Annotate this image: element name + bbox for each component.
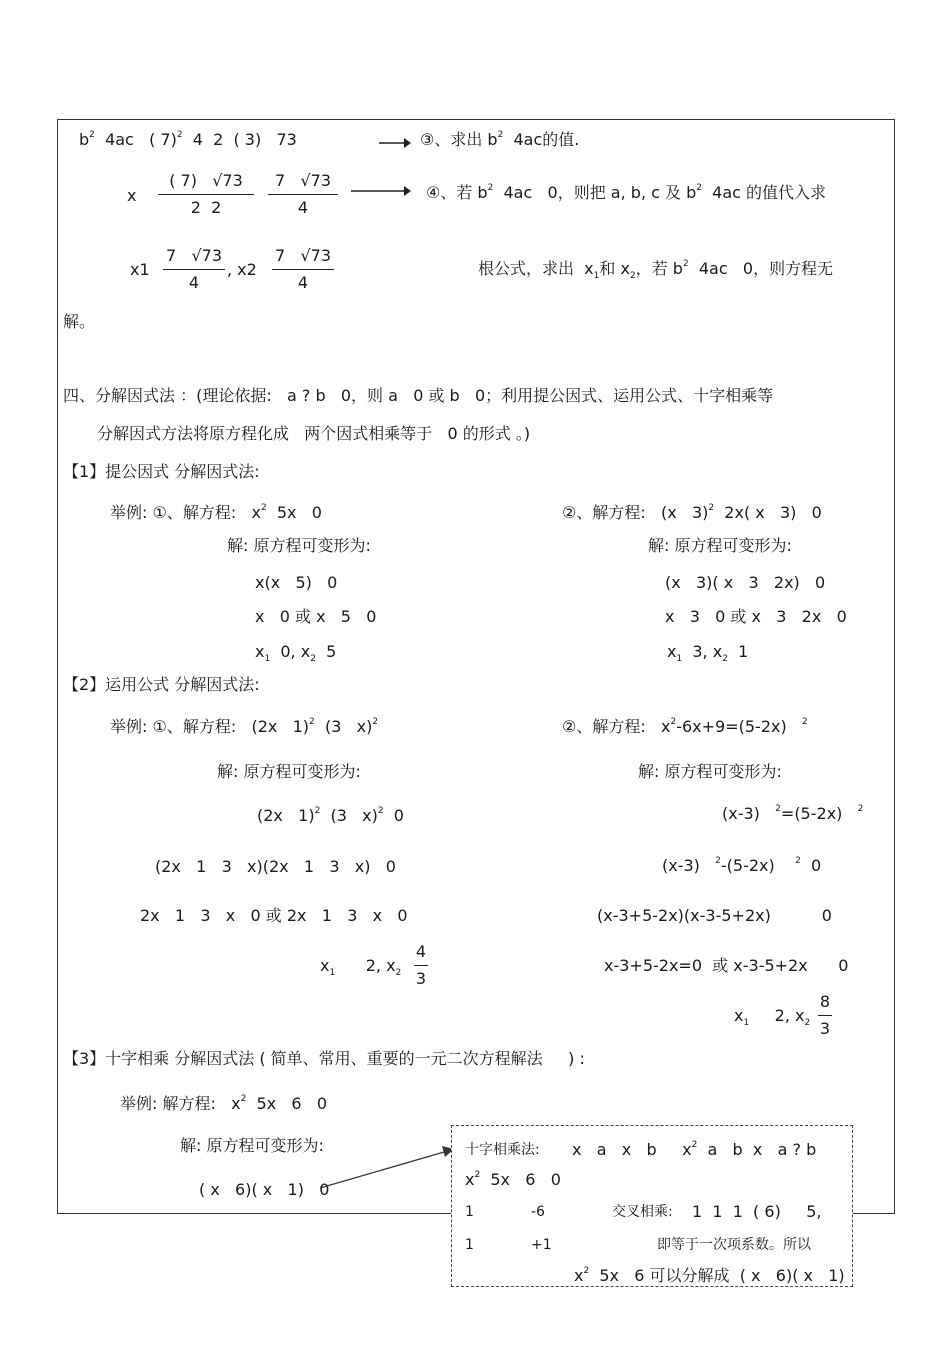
method2-step: (x-3) $^2$=(5-2x) $^2$ [722,804,864,823]
box-equation: $x^2$ 5x 6 0 [465,1170,561,1189]
step4-note-cont: 根公式，求出 $x_1$和 $x_2$，若 $b^2$ 4ac 0，则方程无 [478,259,834,281]
step4-note-end: 解。 [63,312,96,331]
root-fraction-2: 7 √73 4 [268,173,338,216]
box-cross-note: 即等于一次项系数。所以 [657,1237,811,1253]
box-title: 十字相乘法: [465,1142,540,1158]
method1-step: (x 3)( x 3 2x) 0 [665,573,826,592]
box-cross-cell: 1 [465,1204,474,1220]
method2-answer: $x_1$ 2, $x_2$ [320,956,402,978]
method3-solve: 解: 原方程可变形为: [180,1136,324,1155]
method2-example1: 举例: ①、解方程: (2x 1)$^2$ (3 x)$^2$ [110,717,379,736]
step3-note: ③、求出 $b^2$ 4ac的值. [420,130,580,149]
method2-fraction: 8 3 [819,992,831,1038]
step4-note: ④、若 $b^2$ 4ac 0，则把 a, b, c 及 $b^2$ 4ac 的值代入求 [426,183,827,202]
method1-solve1: 解: 原方程可变形为: [227,536,371,555]
method2-fraction: 4 3 [415,942,427,988]
section4-heading-cont: 分解因式方法将原方程化成 两个因式相乘等于 0 的形式 。) [97,424,531,443]
x1-label: x1 [130,260,150,279]
arrow-right-icon [350,184,412,198]
method1-example2: ②、解方程: (x 3)$^2$ 2x( x 3) 0 [562,503,822,522]
method1-title: 【1】提公因式 分解因式法: [63,462,260,481]
method2-step: (x-3) $^2$-(5-2x) $^2$ 0 [662,856,822,875]
method3-answer: ( x 6)( x 1) 0 [199,1180,330,1199]
method2-step: (x-3+5-2x)(x-3-5+2x) 0 [597,906,832,925]
method2-title: 【2】运用公式 分解因式法: [63,675,260,694]
section4-heading: 四、分解因式法 ：(理论依据: a ? b 0，则 a 0 或 b 0；利用提公因式、运用公式、十字相乘等 [63,386,774,405]
arrow-icon [318,1144,458,1194]
method1-step: x 3 0 或 x 3 2x 0 [665,607,847,626]
x2-fraction: 7 √73 4 [272,248,334,291]
method1-example1: 举例: ①、解方程: $x^2$ 5x 0 [110,503,322,522]
method1-solve2: 解: 原方程可变形为: [648,536,792,555]
x2-label: , x2 [227,260,257,279]
box-conclusion: $x^2$ 5x 6 可以分解成 ( x 6)( x 1) [574,1266,845,1285]
method1-step: x(x 5) 0 [255,573,338,592]
method1-step: x 0 或 x 5 0 [255,607,377,626]
method1-answer: $x_1$ 0, $x_2$ 5 [255,642,337,664]
method2-step: (2x 1 3 x)(2x 1 3 x) 0 [155,857,396,876]
method2-solve1: 解: 原方程可变形为: [217,762,361,781]
arrow-right-icon [378,136,412,150]
method2-step: (2x 1)$^2$ (3 x)$^2$ 0 [257,806,404,825]
box-cross-cell: 1 [465,1237,474,1253]
root-fraction-1: ( 7) √73 2 2 [158,173,254,216]
method2-step: 2x 1 3 x 0 或 2x 1 3 x 0 [140,906,408,925]
x-label: x [127,186,137,205]
method2-answer: $x_1$ 2, $x_2$ [734,1006,811,1028]
box-cross-cell: +1 [531,1237,552,1253]
method3-example: 举例: 解方程: $x^2$ 5x 6 0 [120,1094,328,1113]
box-cross-cell: -6 [531,1204,545,1220]
x1-fraction: 7 √73 4 [163,248,225,291]
box-formula: x a x b $x^2$ a b x a ? b [572,1140,817,1159]
box-cross-label: 交叉相乘: [612,1204,673,1220]
method2-example2: ②、解方程: $x^2-6x+9=(5-2x)$ $^2$ [562,717,808,736]
method1-answer: $x_1$ 3, $x_2$ 1 [667,642,749,664]
method3-title: 【3】十字相乘 分解因式法 ( 简单、常用、重要的一元二次方程解法 ) : [63,1049,585,1068]
discriminant-line: $b^2$ 4ac ( 7)$^2$ 4 2 ( 3) 73 [79,130,297,149]
box-cross-calc: 1 1 1 ( 6) 5, [692,1202,822,1221]
method2-step: x-3+5-2x=0 或 x-3-5+2x 0 [604,956,849,975]
method2-solve2: 解: 原方程可变形为: [638,762,782,781]
